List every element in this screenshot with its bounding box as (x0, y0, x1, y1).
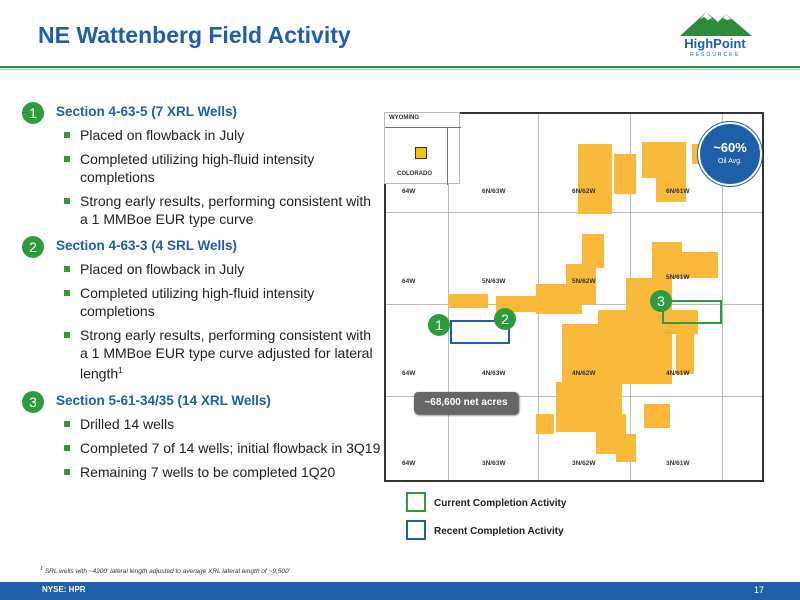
mountain-icon (660, 6, 770, 38)
township-label: 4N/61W (666, 370, 690, 377)
section-title: Section 4-63-3 (4 SRL Wells) (56, 238, 238, 253)
acreage-block (652, 242, 682, 278)
acreage-block (616, 434, 636, 462)
township-label: 5N/61W (666, 274, 690, 281)
state-locator-inset (384, 112, 460, 184)
oil-percentage-badge (698, 122, 762, 186)
bullet-item: Placed on flowback in July (62, 260, 382, 278)
net-acres-label: ~68,600 net acres (414, 392, 518, 414)
acreage-block (578, 144, 612, 214)
section-number-badge: 1 (22, 102, 44, 124)
page-number: 17 (753, 585, 764, 595)
footnote (40, 566, 290, 575)
map-marker-2: 2 (494, 308, 516, 330)
section-2 (22, 234, 382, 383)
map-gridline (386, 212, 762, 213)
footnote-marker: 1 (40, 566, 44, 572)
acreage-block (582, 234, 604, 268)
bullet-item: Placed on flowback in July (62, 126, 382, 144)
bullet-item: Completed 7 of 14 wells; initial flowback in 3Q19 (62, 439, 382, 457)
township-label: 4N/63W (482, 370, 506, 377)
edge-township-label: 64W (402, 460, 416, 467)
bullet-item: Drilled 14 wells (62, 415, 382, 433)
township-label: 6N/63W (482, 188, 506, 195)
township-label: 6N/61W (666, 188, 690, 195)
oil-percentage: ~60% (713, 140, 747, 155)
section-title: Section 5-61-34/35 (14 XRL Wells) (56, 392, 271, 408)
section-number-badge: 3 (22, 391, 44, 413)
township-label: 4N/62W (572, 370, 596, 377)
footer-bar (0, 582, 800, 600)
section-list (22, 100, 382, 487)
legend-swatch-current (406, 492, 426, 512)
bullet-list (62, 126, 382, 228)
section-title: Section 4-63-5 (7 XRL Wells) (56, 104, 238, 119)
township-label: 5N/62W (572, 278, 596, 285)
map-marker-3: 3 (650, 290, 672, 312)
township-label: 6N/62W (572, 188, 596, 195)
bullet-item: Strong early results, performing consistent with a 1 MMBoe EUR type curve (62, 192, 382, 228)
header-divider-light (0, 69, 800, 70)
bullet-text: Strong early results, performing consistent with a 1 MMBoe EUR type curve adjusted for lateral length (80, 327, 373, 382)
bullet-item: Completed utilizing high-fluid intensity completions (62, 150, 382, 186)
acreage-block (614, 154, 636, 194)
acreage-block (536, 414, 554, 434)
stock-ticker: NYSE: HPR (42, 585, 86, 594)
bullet-item: Completed utilizing high-fluid intensity completions (62, 284, 382, 320)
legend-swatch-recent (406, 520, 426, 540)
state-label-wyoming: WYOMING (389, 115, 419, 121)
acreage-block (642, 142, 686, 178)
map-marker-1: 1 (428, 314, 450, 336)
acreage-block (644, 404, 670, 428)
acreage-block (448, 294, 488, 308)
edge-township-label: 64W (402, 278, 416, 285)
area-locator-marker (415, 147, 427, 159)
section-1 (22, 100, 382, 228)
section-3 (22, 389, 382, 481)
state-label-colorado: COLORADO (397, 171, 432, 177)
bullet-list (62, 260, 382, 383)
bullet-item: Remaining 7 wells to be completed 1Q20 (62, 463, 382, 481)
header-divider (0, 66, 800, 68)
edge-township-label: 64W (402, 370, 416, 377)
township-label: 3N/62W (572, 460, 596, 467)
state-border (385, 127, 461, 128)
legend-label: Recent Completion Activity (434, 526, 564, 537)
legend-label: Current Completion Activity (434, 498, 567, 509)
township-label: 3N/63W (482, 460, 506, 467)
edge-township-label: 64W (402, 188, 416, 195)
bullet-list (62, 415, 382, 481)
state-border (447, 127, 448, 185)
page-title: NE Wattenberg Field Activity (38, 22, 351, 48)
logo-name: HighPoint (684, 36, 746, 51)
logo-subtitle: RESOURCES (690, 52, 740, 58)
company-logo (660, 6, 770, 64)
oil-average-label: Oil Avg. (718, 158, 742, 165)
footnote-text: SRL wells with ~4200' lateral length adjusted to average XRL lateral length of ~9,500' (44, 568, 290, 576)
footnote-ref: 1 (118, 366, 123, 375)
section-number-badge: 2 (22, 236, 44, 258)
acreage-block (676, 334, 694, 374)
township-label: 3N/61W (666, 460, 690, 467)
township-label: 5N/63W (482, 278, 506, 285)
bullet-item (62, 326, 382, 383)
